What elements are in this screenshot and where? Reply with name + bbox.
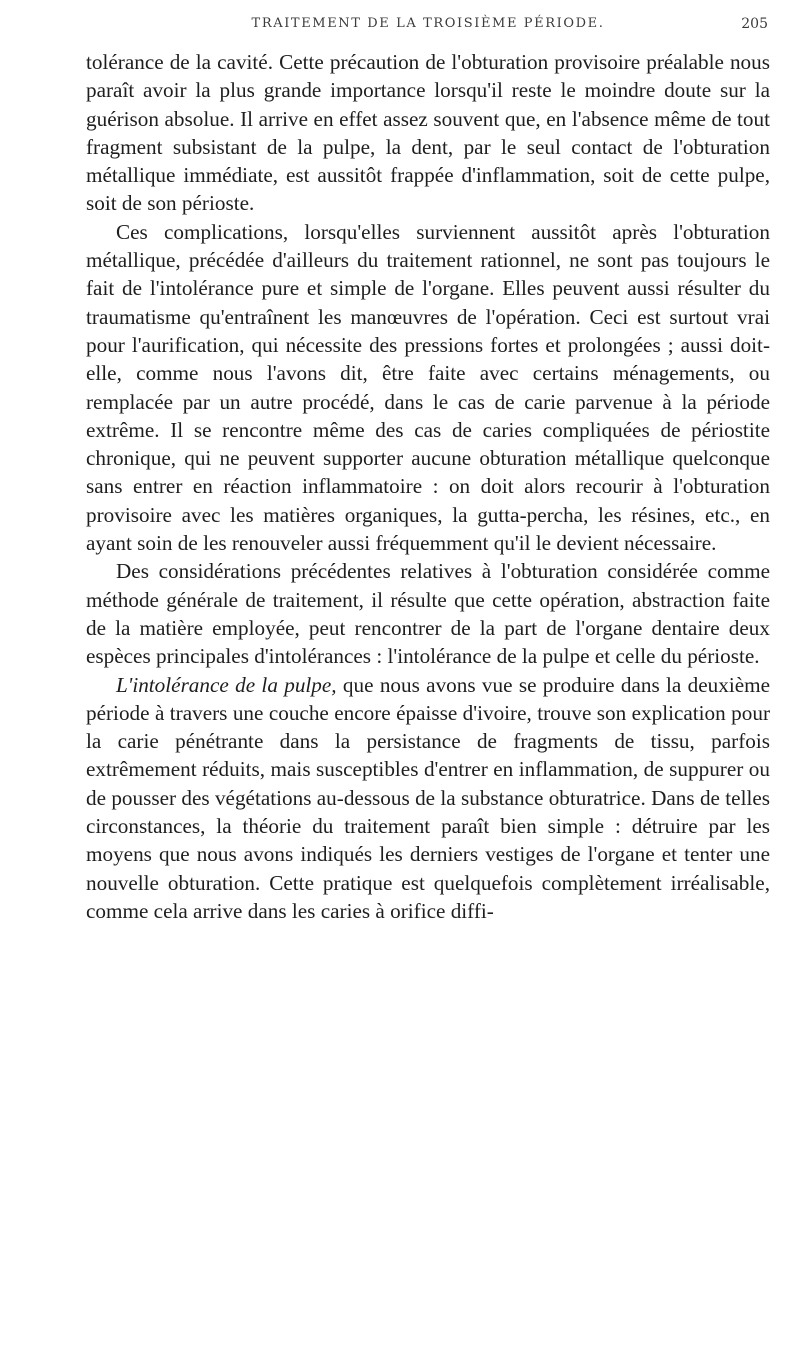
paragraph-1-text: tolérance de la cavité. Cette précaution de l'obturation provisoire préalable nous paraît avoir la plus grande importance lorsqu'il reste le moindre doute sur la guérison absolue. Il arrive en effet assez souvent que, en l'absence même de tout fragment subsistant de la pulpe, la dent, par le seul contact de l'obturation métallique immédiate, est aussitôt frappée d'inflammation, soit de cette pulpe, soit de son périoste. (86, 50, 770, 216)
running-title: TRAITEMENT DE LA TROISIÈME PÉRIODE. (251, 16, 605, 31)
paragraph-2-text: Ces complications, lorsqu'elles surviennent aussitôt après l'obturation métallique, précédée d'ailleurs du traitement rationnel, ne sont pas toujours le fait de l'intolérance pure et simple de l'organe. Elles peuvent aussi résulter du traumatisme qu'entraînent les manœuvres de l'opération. Ceci est surtout vrai pour l'aurification, qui nécessite des pressions fortes et prolongées ; aussi doit-elle, comme nous l'avons dit, être faite avec certains ménagements, ou remplacée par un autre procédé, dans le cas de carie parvenue à la période extrême. Il se rencontre même des cas de caries compliquées de périostite chronique, qui ne peuvent supporter aucune obturation métallique quelconque sans entrer en réaction inflammatoire : on doit alors recourir à l'obturation provisoire avec les matières organiques, la gutta-percha, les résines, etc., en ayant soin de les renouveler aussi fréquemment qu'il le devient nécessaire. (86, 219, 770, 556)
paragraph-4-emphasis: L'intolérance de la pulpe, (116, 672, 337, 697)
page-number: 205 (741, 16, 768, 32)
paragraph-3-text: Des considérations précédentes relatives à l'obturation considérée comme méthode générale de traitement, il résulte que cette opération, abstraction faite de la matière employée, peut rencontrer de la part de l'organe dentaire deux espèces principales d'intolérances : l'intolérance de la pulpe et celle du périoste. (86, 559, 770, 669)
paragraph-2 (86, 218, 770, 558)
body-text (86, 48, 770, 925)
paragraph-3 (86, 557, 770, 670)
paragraph-4-text: que nous avons vue se produire dans la deuxième période à travers une couche encore épaisse d'ivoire, trouve son explication pour la carie pénétrante dans la persistance de fragments de tissu, parfois extrêmement réduits, mais susceptibles d'entrer en inflammation, de suppurer ou de pousser des végétations au-dessous de la substance obturatrice. Dans de telles circonstances, la théorie du traitement paraît bien simple : détruire par les moyens que nous avons indiqués les derniers vestiges de l'organe et tenter une nouvelle obturation. Cette pratique est quelquefois complètement irréalisable, comme cela arrive dans les caries à orifice diffi- (86, 672, 770, 923)
running-header (88, 16, 768, 38)
paragraph-4 (86, 671, 770, 926)
paragraph-1 (86, 48, 770, 218)
